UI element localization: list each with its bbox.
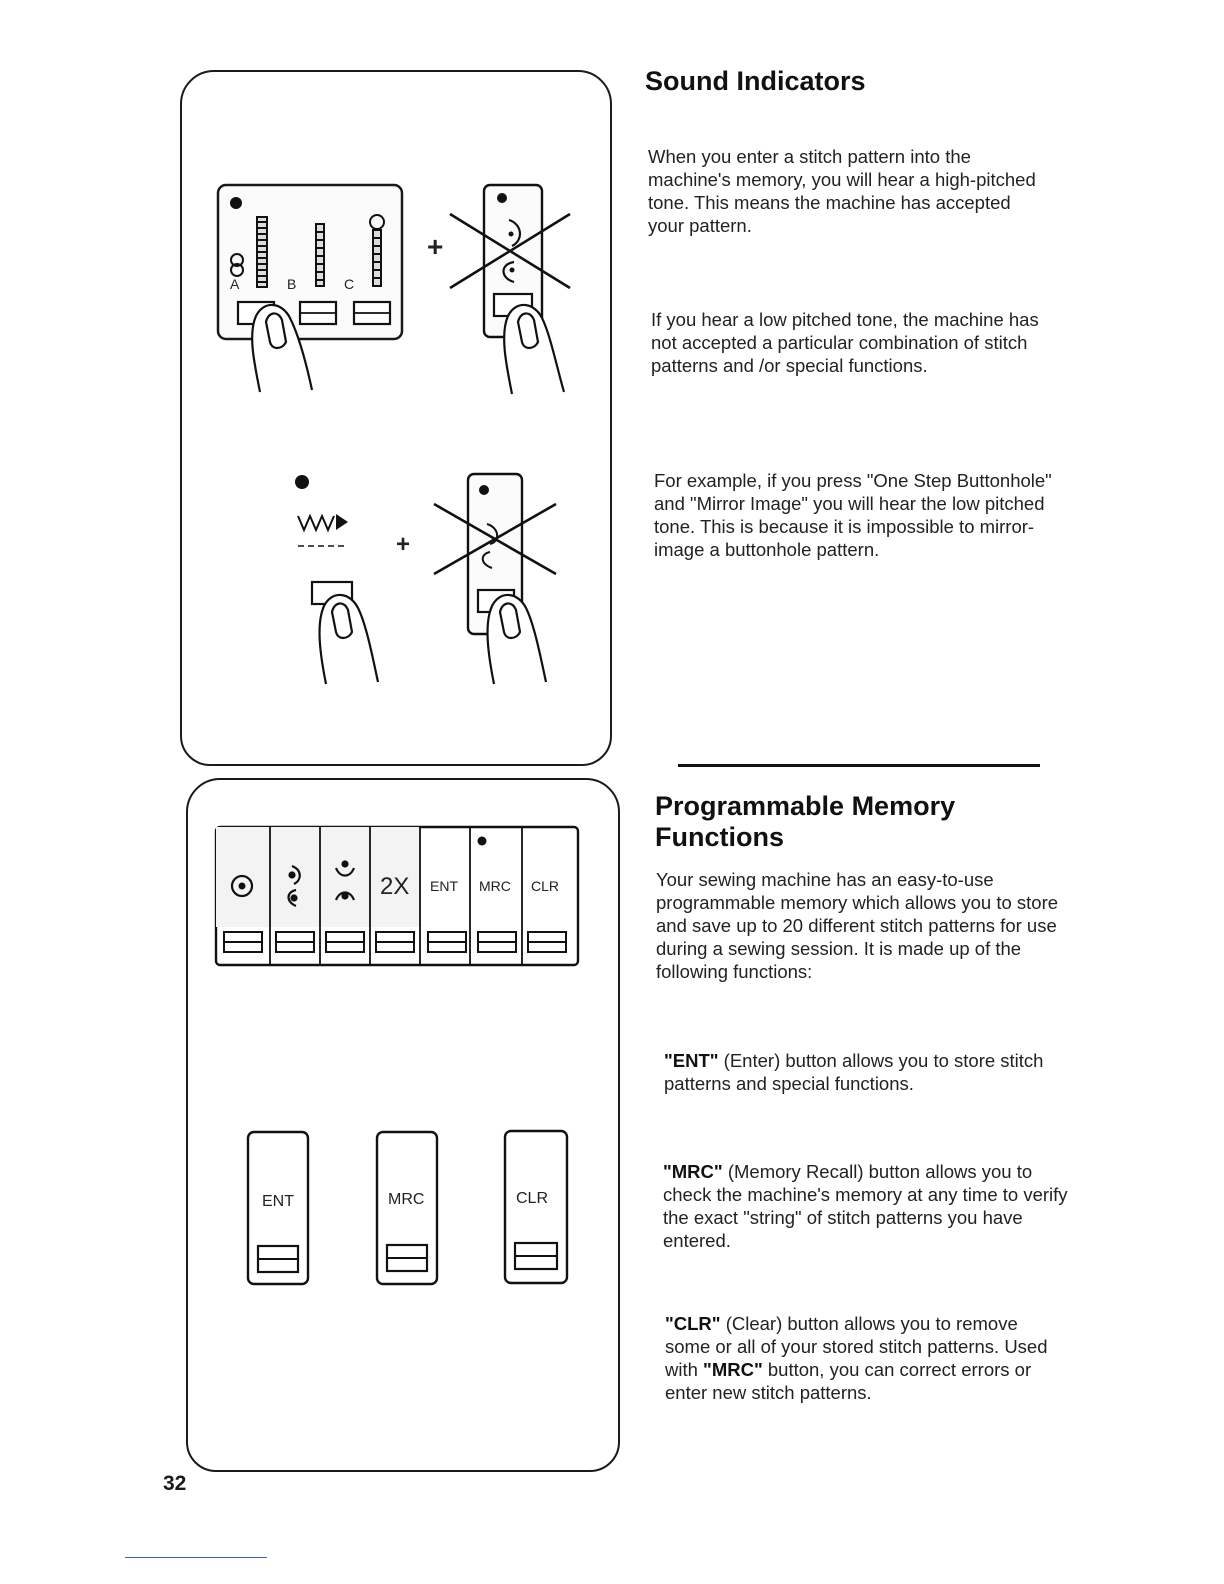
direction-arrow-icon [336,514,348,530]
mrc-button-label: MRC [388,1191,425,1208]
memory-intro: Your sewing machine has an easy-to-use programmable memory which allows you to store and save up to 20 different stitch patterns for use during a sewing session. It is made up of the following functions: [656,869,1059,982]
label-b: B [287,276,297,292]
zigzag-stitch-icon [298,516,334,530]
illustration-panel-sound [180,70,612,766]
pressing-finger-icon [320,595,378,684]
mrc-desc-text: (Memory Recall) button allows you to check the machine's memory at any time to verify the exact "string" of stitch patterns you have entered. [663,1161,1068,1251]
illustration-panel-memory [186,778,620,1472]
clr-description [665,1312,1055,1404]
memory-illustration [188,780,618,1470]
page-number: 32 [163,1472,187,1495]
ent-description [664,1049,1044,1095]
label-c: C [344,276,355,292]
pressing-finger-icon [504,305,564,394]
clr-button-label: CLR [516,1190,549,1207]
mrc-description [663,1160,1073,1252]
ent-desc-text: (Enter) button allows you to store stitch patterns and special functions. [664,1050,1044,1094]
buttonhole-a-icon [257,217,267,287]
ent-key-label: "ENT" [664,1050,719,1071]
indicator-dot [478,837,487,846]
indicator-dot [497,193,507,203]
clr-desc-text-2: button, you can correct errors or enter new stitch patterns. [665,1359,1032,1403]
clr-mrc-key-label: "MRC" [703,1359,763,1380]
sound-paragraph-3: For example, if you press "One Step Buttonhole" and "Mirror Image" you will hear the low pitched tone. This is because it is impossible to mirror-image a buttonhole pattern. [654,470,1052,560]
sound-indicators-title: Sound Indicators [645,66,866,96]
ent-strip-label: ENT [430,878,458,894]
memory-title-line-1: Programmable Memory [655,791,956,821]
pressing-finger-icon [488,595,546,684]
label-a: A [230,276,240,292]
sound-paragraph-2: If you hear a low pitched tone, the machine has not accepted a particular combination of stitch patterns and /or special functions. [651,309,1039,376]
clr-desc-text-1: (Clear) button allows you to remove some or all of your stored stitch patterns. Used with [665,1313,1048,1380]
plus-sign: + [427,231,444,262]
buttonhole-b-icon [316,224,324,286]
mrc-key-label: "MRC" [663,1161,723,1182]
indicator-dot [295,475,309,489]
mrc-strip-label: MRC [479,878,511,894]
sound-paragraph-1: When you enter a stitch pattern into the machine's memory, you will hear a high-pitched tone. This means the machine has accepted your pattern. [648,146,1036,236]
strip-buttons [224,932,566,952]
sound-illustration [182,72,610,764]
clr-key-label: "CLR" [665,1313,721,1334]
plus-sign: + [396,531,411,558]
clr-strip-label: CLR [531,878,560,894]
section-divider [678,764,1040,767]
indicator-dot [479,485,489,495]
memory-title-line-2: Functions [655,822,784,852]
ent-button-label: ENT [262,1193,294,1210]
double-size-label: 2X [380,873,410,900]
indicator-dot [230,197,242,209]
footer-underline [125,1557,267,1558]
